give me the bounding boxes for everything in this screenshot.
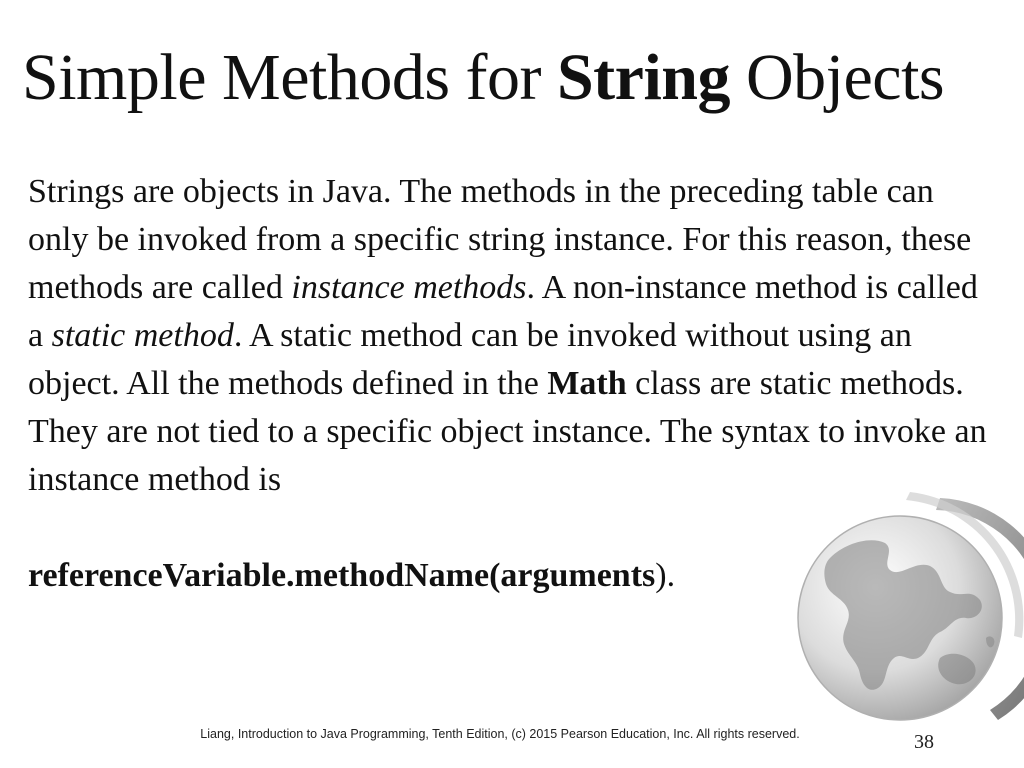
syntax-period: . bbox=[666, 557, 676, 594]
term-math-class: Math bbox=[547, 365, 627, 402]
term-instance-methods: instance methods bbox=[291, 269, 527, 306]
body-text-1: Strings are objects in Java. The methods in the preceding table can only be invoked from a specific string instance. For this reason, these methods are called bbox=[28, 173, 972, 306]
title-part-2: Objects bbox=[730, 41, 945, 114]
footer-copyright: Liang, Introduction to Java Programming, Tenth Edition, (c) 2015 Pearson Education, Inc. All rights reserved. bbox=[200, 727, 800, 741]
slide-title bbox=[22, 38, 944, 118]
syntax-code: referenceVariable.methodName(arguments bbox=[28, 557, 656, 594]
body-text-4: class are static methods. They are not tied to a specific object instance. The syntax to invoke an instance method is bbox=[28, 365, 987, 498]
body-paragraph bbox=[28, 168, 988, 504]
title-bold-string: String bbox=[556, 41, 730, 114]
globe-icon bbox=[790, 488, 1024, 748]
term-static-method: static method bbox=[51, 317, 234, 354]
slide-number: 38 bbox=[914, 731, 934, 753]
title-part-1: Simple Methods for bbox=[22, 41, 557, 114]
body-text-2: . A non-instance method is called a bbox=[28, 269, 978, 354]
body-text-3: . A static method can be invoked without using an object. All the methods defined in the bbox=[28, 317, 912, 402]
syntax-close-paren: ) bbox=[655, 557, 667, 594]
